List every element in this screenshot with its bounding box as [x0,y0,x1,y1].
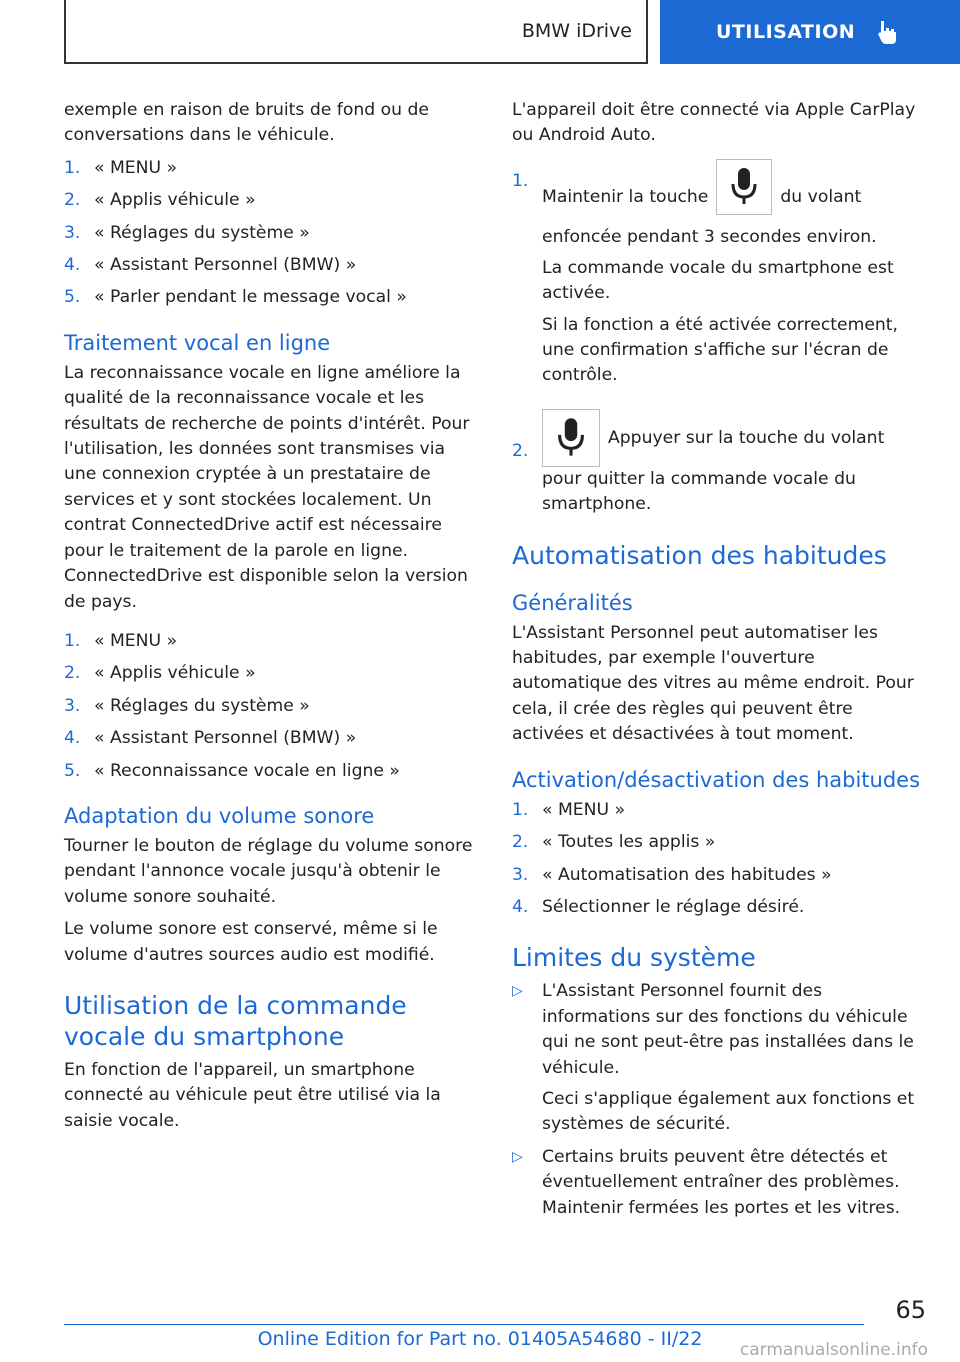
list-number: 1. [512,799,529,820]
list-item [64,726,478,751]
heading-smartphone-voice: Utilisation de la commande vocale du smartphone [64,990,407,1051]
paragraph-volume-1: Tourner le bouton de réglage du volume sonore pendant l'annonce vocale jusqu'à obtenir le volume sonore souhaité. [64,835,473,907]
heading-volume: Adaptation du volume sonore [64,803,375,828]
heading-online-processing: Traitement vocal en ligne [64,330,331,355]
bullet-2-text: Certains bruits peuvent être détectés et éventuellement entraîner des problèmes. Maintenir fermées les portes et les vitres. [542,1146,901,1218]
menu-path-list-2 [64,629,478,784]
list-number: 4. [64,255,81,276]
step-2 [512,409,926,518]
list-text: « Automatisation des habitudes » [542,864,832,885]
list-number: 1. [64,630,81,651]
step-1 [512,169,926,389]
paragraph-general: L'Assistant Personnel peut automatiser les habitudes, par exemple l'ouverture automatique des vitres au même endroit. Pour cela, il crée des règles qui peuvent être activées et désactivées à tout moment. [512,622,914,745]
step-1-text-a: Maintenir la touche [542,186,709,207]
list-number: 3. [64,695,81,716]
paragraph-volume-2: Le volume sonore est conservé, même si le volume d'autres sources audio est modifié. [64,919,438,965]
footer-divider [64,1324,864,1325]
list-text: « Reconnaissance vocale en ligne » [94,760,400,781]
header-chapter-tab [660,0,960,64]
step-1-text-b: du volant enfoncée pendant 3 secondes environ. [542,186,877,247]
list-number: 2. [512,440,529,461]
list-text: « Toutes les applis » [542,832,716,853]
list-text: « Parler pendant le message vocal » [94,287,407,308]
list-number: 5. [64,287,81,308]
microphone-icon [542,409,600,467]
list-text: Sélectionner le réglage désiré. [542,896,805,917]
heading-general: Généralités [512,590,633,615]
pointing-hand-icon [877,19,899,45]
list-item [64,285,478,310]
list-number: 4. [64,728,81,749]
list-item [64,156,478,181]
list-item [64,253,478,278]
bullet-item-1 [512,979,926,1137]
list-item [512,798,926,823]
bullet-1-text: L'Assistant Personnel fournit des informations sur des fonctions du véhicule qui ne sont peut-être pas installées dans le véhicule. [542,981,914,1078]
heading-system-limits: Limites du système [512,943,756,973]
footer-edition: Online Edition for Part no. 01405A54680 - II/22 [257,1328,703,1350]
list-item [512,895,926,920]
list-item [512,863,926,888]
list-number: 1. [512,170,529,191]
list-number: 3. [512,864,529,885]
header-chapter-title: UTILISATION [716,21,856,43]
list-number: 3. [64,222,81,243]
list-number: 5. [64,760,81,781]
list-text: « Réglages du système » [94,222,310,243]
list-item [64,694,478,719]
list-item [64,629,478,654]
step-1-note-2: Si la fonction a été activée correctement, une confirmation s'affiche sur l'écran de contrôle. [542,314,899,386]
right-intro: L'appareil doit être connecté via Apple CarPlay ou Android Auto. [512,100,916,146]
heading-activation: Activation/désactivation des habitudes [512,767,921,792]
microphone-icon [716,159,772,215]
list-text: « Applis véhicule » [94,663,256,684]
footer-watermark: carmanualsonline.info [739,1340,928,1360]
list-number: 2. [64,190,81,211]
right-column [512,98,926,1228]
page-number: 65 [895,1296,926,1324]
list-text: « MENU » [94,157,178,178]
list-item [64,759,478,784]
list-text: « MENU » [94,630,178,651]
list-item [64,221,478,246]
paragraph-smartphone-voice: En fonction de l'appareil, un smartphone connecté au véhicule peut être utilisé via la saisie vocale. [64,1059,441,1131]
menu-path-list-3 [512,798,926,921]
paragraph-online-processing: La reconnaissance vocale en ligne améliore la qualité de la reconnaissance vocale et les résultats de recherche de points d'intérêt. Pour l'utilisation, les données sont transmises via une connexion cryptée à un prestataire de services et y sont stockées localement. Un contrat ConnectedDrive actif est nécessaire pour le traitement de la parole en ligne. ConnectedDrive est disponible selon la version de pays. [64,362,470,612]
list-text: « Assistant Personnel (BMW) » [94,255,357,276]
list-number: 2. [512,832,529,853]
list-text: « Réglages du système » [94,695,310,716]
list-text: « MENU » [542,799,626,820]
bullet-1-note: Ceci s'applique également aux fonctions et systèmes de sécurité. [542,1088,915,1135]
bullet-arrow-icon: ▷ [512,1148,523,1165]
left-intro: exemple en raison de bruits de fond ou de conversations dans le véhicule. [64,100,429,146]
list-text: « Assistant Personnel (BMW) » [94,728,357,749]
list-text: « Applis véhicule » [94,190,256,211]
step-1-note-1: La commande vocale du smartphone est activée. [542,257,894,304]
step-2-text: Appuyer sur la touche du volant pour quitter la commande vocale du smartphone. [542,427,885,515]
bullet-item-2 [512,1145,926,1221]
bullet-arrow-icon: ▷ [512,983,523,1000]
list-item [512,830,926,855]
list-item [64,661,478,686]
list-number: 2. [64,663,81,684]
list-number: 4. [512,896,529,917]
list-number: 1. [64,157,81,178]
list-item [64,188,478,213]
menu-path-list-1 [64,156,478,311]
header-left-box [64,0,648,64]
left-column [64,98,478,1141]
heading-habit-automation: Automatisation des habitudes [512,540,887,570]
header-section-title: BMW iDrive [521,20,632,42]
